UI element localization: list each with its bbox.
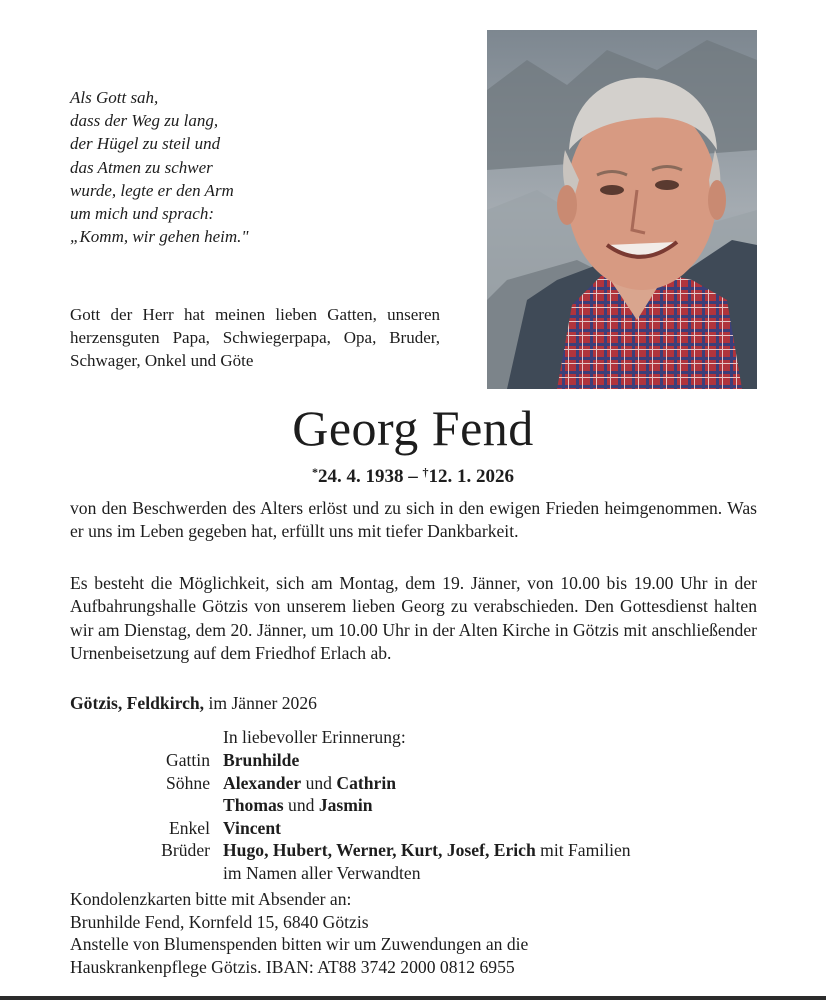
family-member: Vincent [223, 817, 281, 838]
death-date: 12. 1. 2026 [428, 466, 514, 487]
family-row-sons [70, 772, 770, 795]
donation-line: Anstelle von Blumenspenden bitten wir um Zuwendungen an die [70, 934, 529, 955]
place-date [70, 693, 317, 714]
poem-line: der Hügel zu steil und [70, 134, 221, 154]
family-member: Brunhilde [223, 750, 300, 770]
family-member: Thomas [223, 795, 284, 816]
deceased-name: Georg Fend [292, 400, 534, 456]
connector-text: und [283, 795, 319, 816]
relation-label: Söhne [166, 772, 210, 793]
connector-text: und [301, 772, 337, 793]
birth-date: 24. 4. 1938 [318, 466, 404, 487]
place-date-text: im Jänner 2026 [204, 693, 317, 713]
family-row-relatives [70, 862, 770, 885]
poem-line: dass der Weg zu lang, [70, 111, 219, 131]
death-symbol: † [422, 465, 429, 479]
poem-line: das Atmen zu schwer [70, 157, 213, 177]
poem [70, 86, 249, 248]
family-row-brothers [70, 839, 770, 862]
family-list [70, 749, 770, 885]
family-member: Jasmin [318, 795, 373, 816]
relation-label: Gattin [166, 750, 210, 770]
family-member: Alexander [223, 772, 302, 793]
portrait-illustration [487, 30, 757, 389]
relatives-text: im Namen aller Verwandten [223, 862, 421, 883]
family-row-sons-2 [70, 794, 770, 817]
paragraph-passing: von den Beschwerden des Alters erlöst und zu sich in den ewigen Frieden heimgenommen. Was er uns im Leben gegeben hat, erfüllt uns mit tiefer Dankbarkeit. [70, 498, 757, 542]
relation-label: Brüder [161, 840, 210, 861]
footer-info [70, 888, 770, 978]
condolence-line: Kondolenzkarten bitte mit Absender an: [70, 889, 352, 909]
poem-line: Als Gott sah, [70, 88, 159, 107]
birth-symbol: * [312, 465, 318, 479]
portrait-photo [487, 30, 757, 389]
family-row-wife [70, 749, 770, 772]
memory-heading: In liebevoller Erinnerung: [223, 727, 406, 747]
relation-label: Enkel [168, 817, 210, 838]
family-member: Hugo, Hubert, Werner, Kurt, Josef, Erich [223, 840, 536, 861]
life-dates [0, 465, 826, 488]
donation-iban: Hauskrankenpflege Götzis. IBAN: AT88 3742 2000 0812 6955 [70, 956, 515, 977]
family-row-grandchild [70, 817, 770, 840]
intro-text: Gott der Herr hat meinen lieben Gatten, unseren herzensguten Papa, Schwiegerpapa, Opa, Bruder, Schwager, Onkel und Göte [70, 305, 440, 370]
condolence-address: Brunhilde Fend, Kornfeld 15, 6840 Götzis [70, 911, 369, 932]
place-names: Götzis, Feldkirch, [70, 693, 205, 713]
connector-text: mit Familien [535, 840, 631, 861]
paragraph-funeral-details: Es besteht die Möglichkeit, sich am Montag, dem 19. Jänner, von 10.00 bis 19.00 Uhr in der Aufbahrungshalle Götzis von unserem lieben Georg zu verabschieden. Den Gottesdienst halten wir am Dienstag, dem 20. Jänner, um 10.00 Uhr in der Alten Kirche in Götzis mit anschließender Urnenbeisetzung auf dem Friedhof Erlach ab. [70, 573, 757, 663]
date-separator: – [408, 466, 418, 487]
bottom-border [0, 996, 826, 1000]
family-member: Cathrin [336, 772, 397, 793]
poem-line: „Komm, wir gehen heim." [70, 227, 249, 247]
poem-line: um mich und sprach: [70, 204, 215, 224]
poem-line: wurde, legte er den Arm [70, 180, 234, 200]
